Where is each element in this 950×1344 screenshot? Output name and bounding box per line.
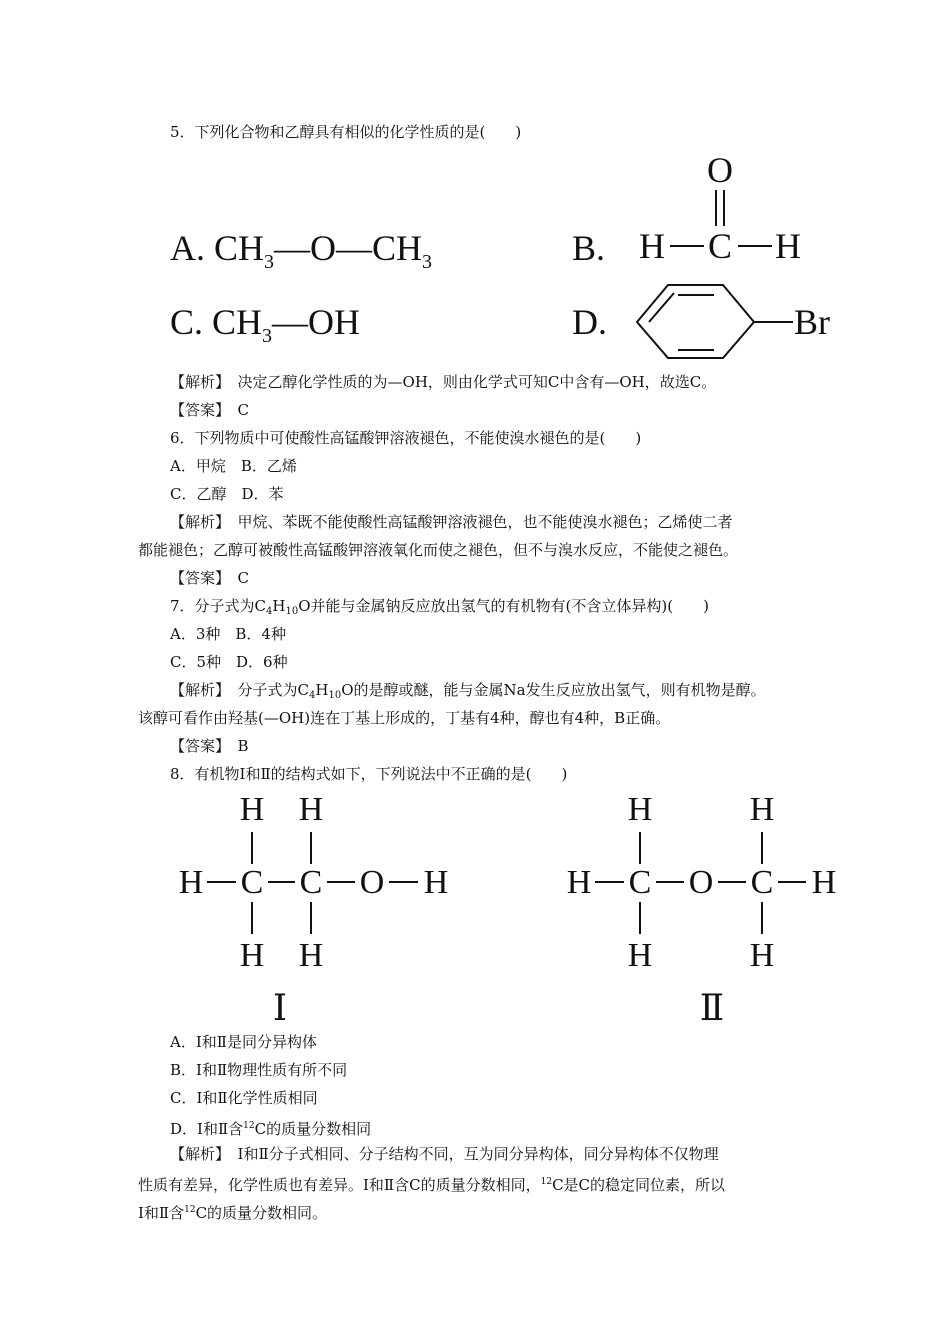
q8-option-c[interactable]: C．Ⅰ和Ⅱ化学性质相同 [170,1089,318,1107]
q7-options-cd: C．5种 D．6种 [170,653,288,671]
q5-c-ch3: CH [212,302,263,342]
s1-h-bottom-1: H [239,937,265,974]
q7-analysis-tag: 【解析】 [170,681,223,699]
q7-sub-c: 4 [266,606,273,617]
q7-analysis-sub-c: 4 [309,690,316,701]
s1-h-top-1: H [239,791,265,828]
q7-sub-h: 10 [285,606,299,617]
q8-option-d-part: C的质量分数相同 [254,1120,372,1138]
q6-analysis-tag: 【解析】 [170,513,223,531]
s1-h-bottom-2: H [298,937,324,974]
q7-analysis-sub-h: 10 [328,690,342,701]
s2-h-bottom-1: H [627,937,653,974]
q5-d-bromine: Br [794,302,830,342]
q8-mass-number: 12 [243,1121,255,1131]
q8-analysis-line-1 [170,1144,719,1164]
s2-carbon-2: C [750,864,774,901]
q5-b-carbon: C [707,226,733,266]
q6-options-ab: A．甲烷 B．乙烯 [170,457,297,475]
structure-2-label: Ⅱ [699,988,725,1028]
q7-answer [170,736,249,756]
s2-h-right: H [811,864,837,901]
q6-analysis-line-2: 都能褪色；乙醇可被酸性高锰酸钾溶液氧化而使之褪色，但不与溴水反应，不能使之褪色。 [138,541,739,559]
q8-analysis-line-3 [138,1200,327,1223]
q5-a-bond-left: — [274,228,311,268]
q8-analysis-part: C是C的稳定同位素，所以 [552,1176,726,1194]
q8-analysis-line-2 [138,1172,725,1195]
q6-options-cd: C．乙醇 D．苯 [170,485,284,503]
q7-stem [170,596,709,622]
q5-answer-tag: 【答案】 [170,401,223,419]
q7-answer-value: B [237,737,249,755]
q8-analysis-text-1: Ⅰ和Ⅱ分子式相同、分子结构不同，互为同分异构体，同分异构体不仅物理 [237,1145,719,1163]
q8-option-d-part: D．Ⅰ和Ⅱ含 [170,1120,244,1138]
s1-h-right: H [423,864,449,901]
q6-stem: 6．下列物质中可使酸性高锰酸钾溶液褪色，不能使溴水褪色的是( ) [170,429,642,447]
q8-analysis-part: Ⅰ和Ⅱ含 [138,1204,185,1222]
q5-b-h-right: H [775,226,801,266]
q5-a-ch3-left: CH [214,228,265,268]
structure-1-label: Ⅰ [272,988,288,1028]
s1-carbon-2: C [299,864,323,901]
q5-option-d-label[interactable]: D. [572,302,607,342]
q5-c-sub3: 3 [262,325,273,347]
q5-b-h-left: H [639,226,665,266]
q5-analysis-tag: 【解析】 [170,373,223,391]
q5-a-oxygen: O [310,228,337,268]
q8-option-b[interactable]: B．Ⅰ和Ⅱ物理性质有所不同 [170,1061,348,1079]
q7-analysis-part: 分子式为C [237,681,310,699]
q5-b-oxygen: O [707,150,733,190]
s2-oxygen: O [688,864,714,901]
q5-option-c-label: C. [170,302,204,342]
q5-option-b-label[interactable]: B. [572,228,606,268]
q8-mass-number: 12 [184,1205,196,1215]
s1-h-top-2: H [298,791,324,828]
q7-stem-part: O并能与金属钠反应放出氢气的有机物有(不含立体异构)( ) [298,597,709,615]
q5-analysis [170,372,716,392]
q7-answer-tag: 【答案】 [170,737,223,755]
q6-answer [170,568,249,588]
q5-a-bond-right: — [336,228,373,268]
q8-analysis-part: C的质量分数相同。 [195,1204,328,1222]
q7-analysis-part: O的是醇或醚，能与金属Na发生反应放出氢气，则有机物是醇。 [341,681,766,699]
q5-stem: 5．下列化合物和乙醇具有相似的化学性质的是( ) [170,123,522,141]
q7-stem-part: H [272,597,286,615]
q8-option-a[interactable]: A．Ⅰ和Ⅱ是同分异构体 [170,1033,317,1051]
s1-h-left: H [178,864,204,901]
q6-analysis-line-1 [170,512,733,532]
q5-analysis-text: 决定乙醇化学性质的为—OH，则由化学式可知C中含有—OH，故选C。 [237,373,717,391]
s2-h-left: H [566,864,592,901]
q7-stem-part: 7．分子式为C [170,597,267,615]
s1-carbon-1: C [240,864,264,901]
q5-a-ch3-right: CH [372,228,423,268]
q8-stem: 8．有机物Ⅰ和Ⅱ的结构式如下，下列说法中不正确的是( ) [170,765,568,783]
benzene-inner-bond-1 [649,293,674,322]
q5-c-bond: — [272,302,309,342]
s2-h-top-1: H [627,791,653,828]
s2-h-bottom-2: H [749,937,775,974]
q5-a-sub3-right: 3 [422,251,433,273]
q7-analysis-line-1 [170,680,766,706]
q8-analysis-tag: 【解析】 [170,1145,223,1163]
q5-answer-value: C [237,401,250,419]
q5-a-sub3-left: 3 [264,251,275,273]
q7-analysis-part: H [315,681,329,699]
q8-mass-number: 12 [540,1177,553,1187]
q5-answer [170,400,249,420]
q8-option-d[interactable] [170,1116,371,1139]
q5-c-hydroxyl: OH [308,302,361,342]
q7-options-ab: A．3种 B．4种 [170,625,286,643]
s2-carbon-1: C [628,864,652,901]
q6-analysis-text-1: 甲烷、苯既不能使酸性高锰酸钾溶液褪色，也不能使溴水褪色；乙烯使二者 [237,513,733,531]
q6-answer-tag: 【答案】 [170,569,223,587]
q5-option-a-label: A. [170,228,205,268]
q6-answer-value: C [237,569,250,587]
q7-analysis-line-2: 该醇可看作由羟基(—OH)连在丁基上形成的，丁基有4种，醇也有4种，B正确。 [138,709,671,727]
s2-h-top-2: H [749,791,775,828]
s1-oxygen: O [359,864,385,901]
q8-analysis-part: 性质有差异，化学性质也有差异。Ⅰ和Ⅱ含C的质量分数相同， [138,1176,541,1194]
